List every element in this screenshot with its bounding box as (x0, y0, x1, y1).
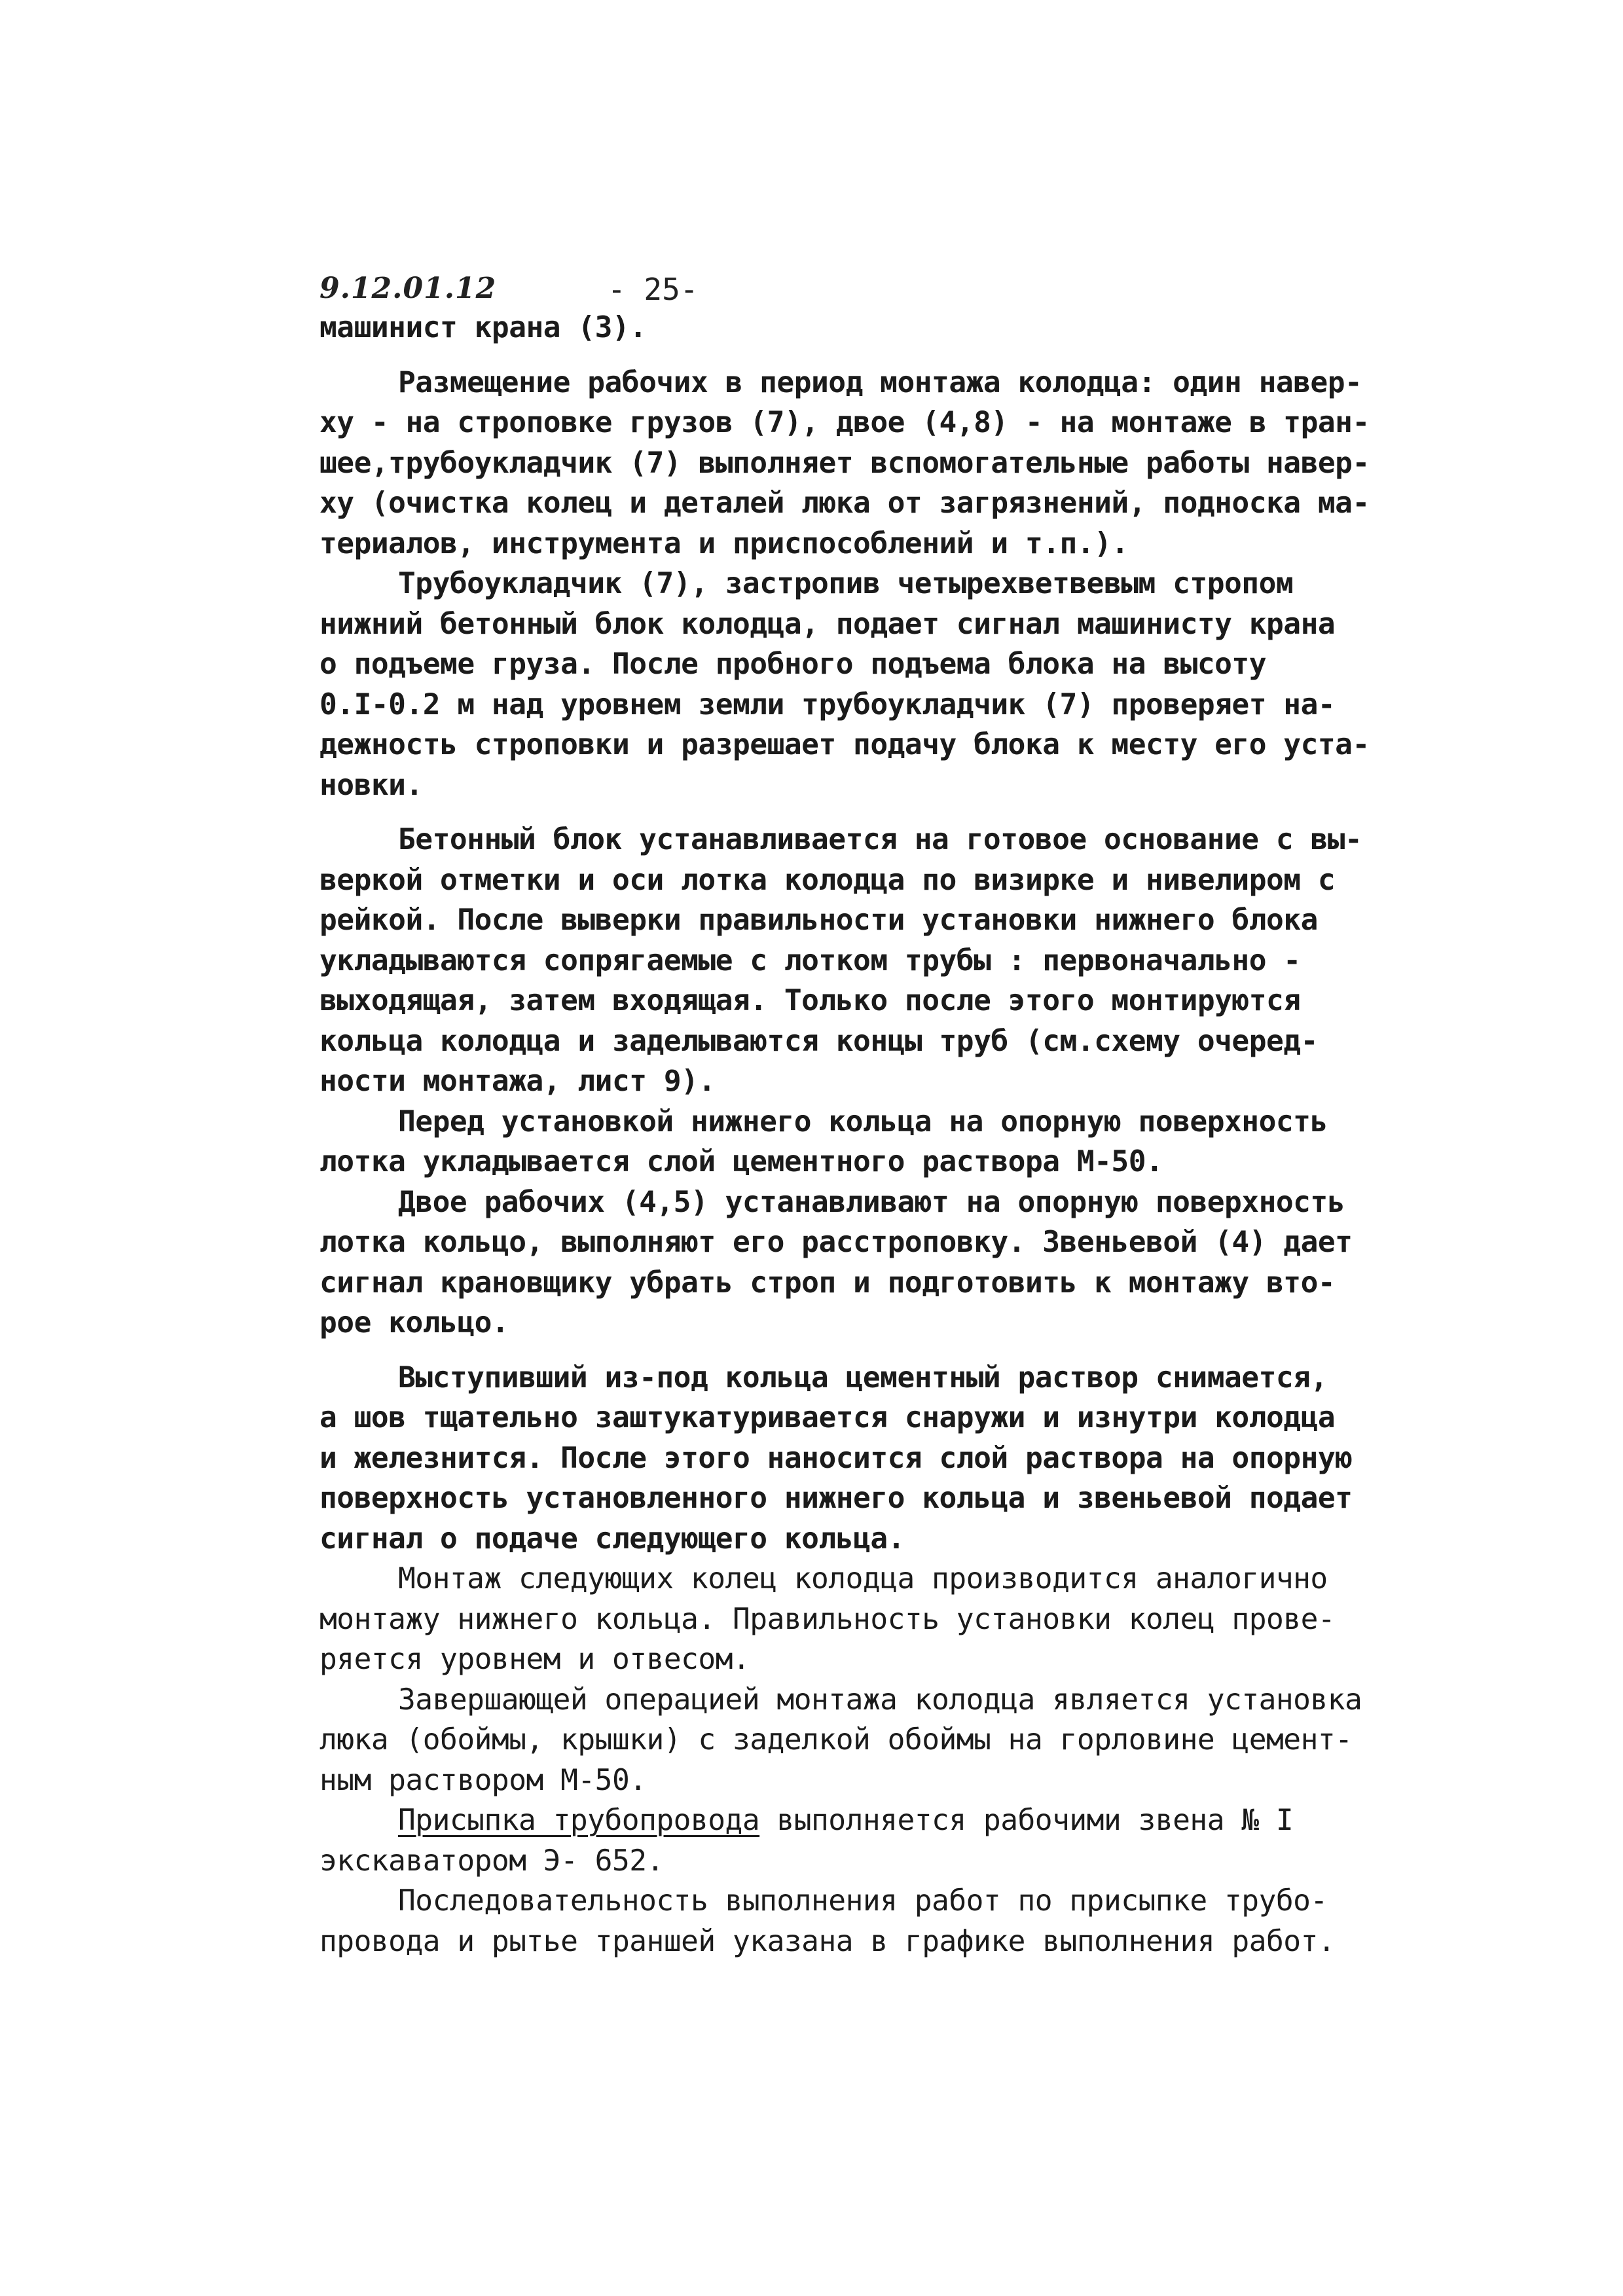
body-text (319, 308, 1370, 1961)
page-number: - 25- (608, 272, 699, 307)
text-line: веркой отметки и оси лотка колодца по визирке и нивелиром с (319, 863, 1336, 897)
text-line: ху (очистка колец и деталей люка от загрязнений, подноска ма- (319, 486, 1370, 520)
text-line: укладываются сопрягаемые с лотком трубы : первоначально - (319, 943, 1301, 977)
text-line: люка (обоймы, крышки) с заделкой обоймы на горловине цемент- (319, 1723, 1353, 1757)
paragraph-slinging (319, 564, 1370, 805)
text-line: сигнал о подаче следующего кольца. (319, 1522, 905, 1556)
text-line: териалов, инструмента и приспособлений и т.п.). (319, 526, 1129, 560)
text-line: машинист крана (3). (319, 311, 647, 344)
text-line: Последовательность выполнения работ по присыпке трубо- (398, 1884, 1328, 1918)
text-line: сигнал крановщику убрать строп и подготовить к монтажу вто- (319, 1266, 1336, 1300)
paragraph-seam-plastering (319, 1358, 1353, 1559)
text-line: рое кольцо. (319, 1306, 509, 1339)
text-line: новки. (319, 768, 423, 802)
text-line: дежность строповки и разрешает подачу блока к месту его уста- (319, 728, 1370, 761)
text-line: 0.I-0.2 м над уровнем земли трубоукладчик (7) проверяет на- (319, 687, 1336, 721)
paragraph-ring-installation (319, 1182, 1353, 1343)
text-line: поверхность установленного нижнего кольца и звеньевой подает (319, 1482, 1353, 1515)
text-line: нижний бетонный блок колодца, подает сигнал машинисту крана (319, 607, 1336, 641)
text-line: Размещение рабочих в период монтажа колодца: один навер- (398, 365, 1362, 399)
text-line: Монтаж следующих колец колодца производится аналогично (398, 1562, 1328, 1595)
text-line: провода и рытье траншей указана в графике выполнения работ. (319, 1924, 1336, 1958)
text-line: а шов тщательно заштукатуривается снаружи и изнутри колодца (319, 1401, 1336, 1434)
paragraph-hatch-installation (319, 1680, 1362, 1801)
text-line: Трубоукладчик (7), застропив четырехветвевым стропом (398, 567, 1294, 600)
text-line: Бетонный блок устанавливается на готовое основание с вы- (398, 823, 1362, 856)
text-line: ности монтажа, лист 9). (319, 1065, 716, 1098)
text-line: ряется уровнем и отвесом. (319, 1643, 750, 1676)
paragraph-block-installation (319, 820, 1362, 1102)
text-line: Выступивший из-под кольца цементный раствор снимается, (398, 1360, 1328, 1394)
text-line: ным раствором М-50. (319, 1763, 647, 1797)
text-line: Завершающей операцией монтажа колодца является установка (398, 1683, 1362, 1717)
text-line: о подъеме груза. После пробного подъема блока на высоту (319, 647, 1267, 681)
text-line: кольца колодца и заделываются концы труб (см.схему очеред- (319, 1024, 1318, 1058)
paragraph-worker-placement (319, 363, 1370, 564)
text-line (319, 1800, 1328, 1841)
text-line: шее,трубоукладчик (7) выполняет вспомогательные работы навер- (319, 446, 1370, 480)
paragraph-mortar-layer (319, 1102, 1328, 1182)
text-line: и железнится. После этого наносится слой раствора на опорную (319, 1441, 1353, 1475)
text-line: лотка кольцо, выполняют его расстроповку. Звеньевой (4) дает (319, 1226, 1353, 1259)
text-line: Перед установкой нижнего кольца на опорную поверхность (398, 1104, 1328, 1139)
paragraph-next-rings (319, 1559, 1336, 1680)
paragraph-continuation (319, 308, 1328, 348)
text-line: Двое рабочих (4,5) устанавливают на опорную поверхность (398, 1185, 1345, 1219)
text-line: монтажу нижнего кольца. Правильность установки колец прове- (319, 1602, 1336, 1636)
paragraph-pipeline-backfill (319, 1800, 1328, 1881)
document-code: 9.12.01.12 (319, 272, 497, 305)
text-line: экскаватором Э- 652. (319, 1844, 664, 1878)
text-line: ху - на строповке грузов (7), двое (4,8) - на монтаже в тран- (319, 406, 1370, 439)
text-line: рейкой. После выверки правильности установки нижнего блока (319, 903, 1318, 937)
text-line: лотка укладывается слой цементного раствора М-50. (319, 1145, 1163, 1178)
text-fragment: выполняется рабочими звена № I (759, 1804, 1294, 1837)
underlined-term: Присыпка трубопровода (398, 1804, 760, 1837)
paragraph-work-sequence (319, 1881, 1336, 1961)
text-line: выходящая, затем входящая. Только после этого монтируются (319, 984, 1301, 1017)
